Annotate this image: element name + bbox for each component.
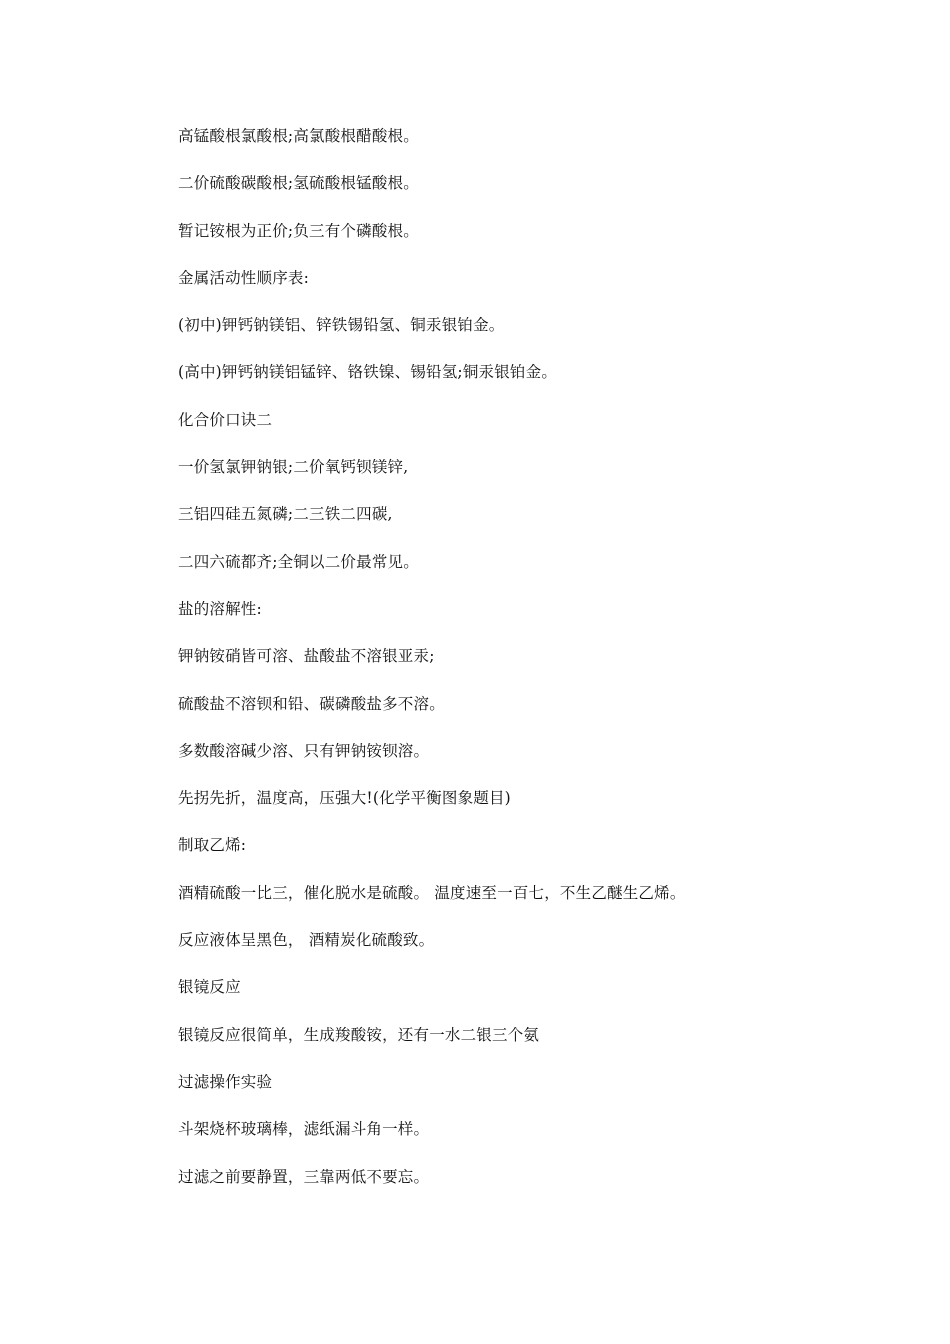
text-line: 银镜反应很简单，生成羧酸铵，还有一水二银三个氨 xyxy=(178,1025,540,1044)
section-heading: 盐的溶解性: xyxy=(178,599,262,618)
text-line: (初中)钾钙钠镁铝、锌铁锡铅氢、铜汞银铂金。 xyxy=(178,316,505,335)
text-line: 钾钠铵硝皆可溶、盐酸盐不溶银亚汞; xyxy=(178,647,435,666)
text-line: 反应液体呈黑色， 酒精炭化硫酸致。 xyxy=(178,931,435,950)
text-line: 先拐先折，温度高，压强大!(化学平衡图象题目) xyxy=(178,789,511,808)
text-line: 二价硫酸碳酸根;氢硫酸根锰酸根。 xyxy=(178,174,419,193)
section-heading: 金属活动性顺序表: xyxy=(178,268,310,287)
text-line: (高中)钾钙钠镁铝锰锌、铬铁镍、锡铅氢;铜汞银铂金。 xyxy=(178,363,558,382)
section-heading: 化合价口诀二 xyxy=(178,410,273,429)
text-line: 斗架烧杯玻璃棒，滤纸漏斗角一样。 xyxy=(178,1120,430,1139)
text-line: 酒精硫酸一比三，催化脱水是硫酸。 温度速至一百七，不生乙醚生乙烯。 xyxy=(178,883,686,902)
text-line: 高锰酸根氯酸根;高氯酸根醋酸根。 xyxy=(178,127,419,145)
text-line: 暂记铵根为正价;负三有个磷酸根。 xyxy=(178,221,419,240)
text-line: 二四六硫都齐;全铜以二价最常见。 xyxy=(178,552,419,571)
text-line: 一价氢氯钾钠银;二价氧钙钡镁锌, xyxy=(178,458,409,477)
section-heading: 过滤操作实验 xyxy=(178,1072,273,1091)
text-line: 三铝四硅五氮磷;二三铁二四碳, xyxy=(178,505,393,524)
text-line: 过滤之前要静置，三靠两低不要忘。 xyxy=(178,1167,430,1186)
text-line: 硫酸盐不溶钡和铅、碳磷酸盐多不溶。 xyxy=(178,694,445,713)
document-body xyxy=(178,122,898,1210)
text-line: 多数酸溶碱少溶、只有钾钠铵钡溶。 xyxy=(178,741,430,760)
section-heading: 制取乙烯: xyxy=(178,836,247,855)
section-heading: 银镜反应 xyxy=(178,978,241,997)
